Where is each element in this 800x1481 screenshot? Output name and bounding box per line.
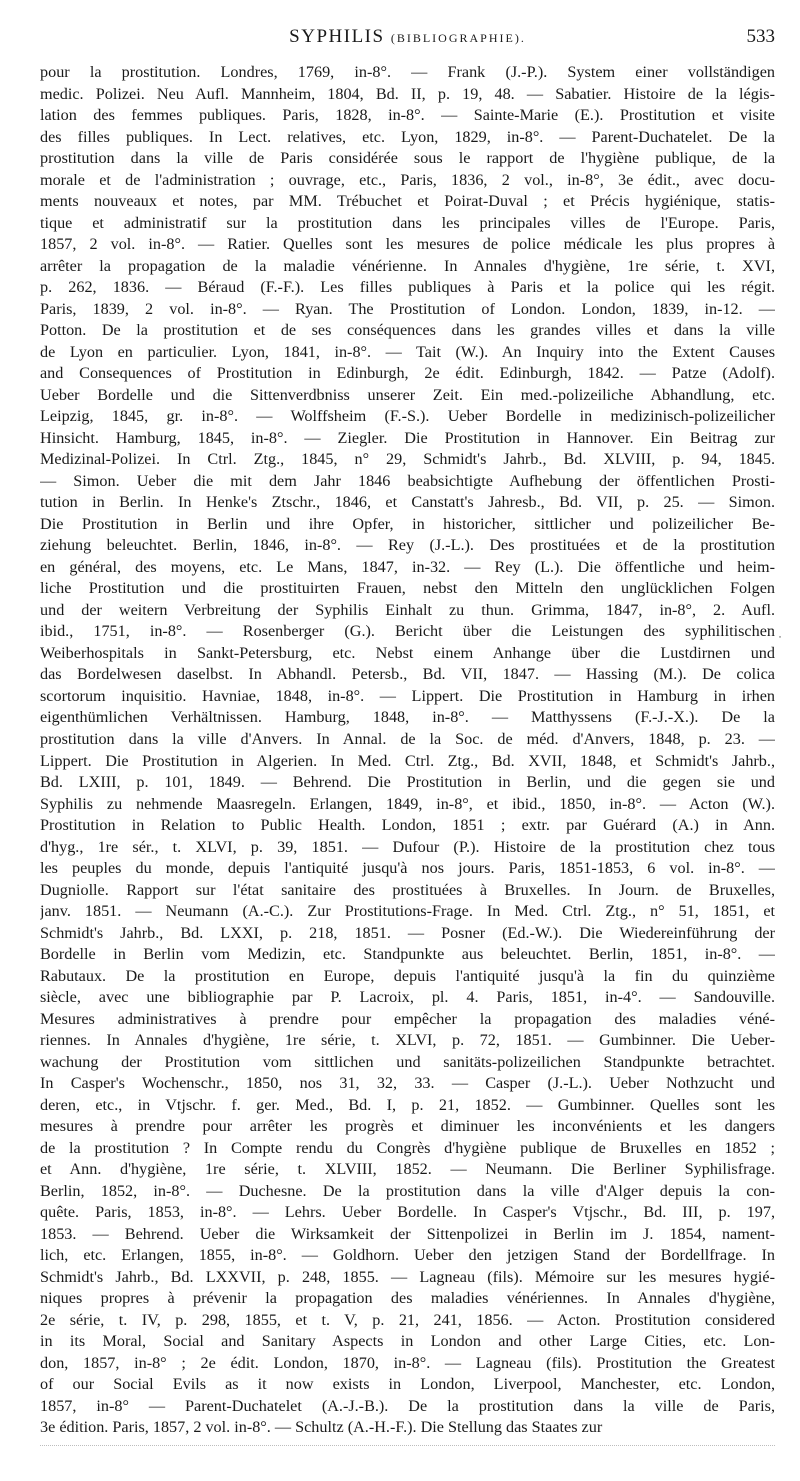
text-line: Bordelle in Berlin vom Medizin, etc. Standpunkte aus beleuchtet. Berlin, 1851, in-8°. — [40,945,775,964]
text-line: deren, etc., in Vtjschr. f. ger. Med., Bd. I, p. 21, 1852. — Gumbinner. Quelles sont les [40,1095,775,1114]
text-line: morale et de l'administration ; ouvrage, etc., Paris, 1836, 2 vol., in-8°, 3e édit., avec docu- [40,170,775,189]
text-line: 3e édition. Paris, 1857, 2 vol. in-8°. — Schultz (A.-H.-F.). Die Stellung das Staates zur [40,1418,603,1437]
text-line: prostitution dans la ville de Paris considérée sous le rapport de l'hygiène publique, de la [40,149,775,168]
text-line: Schmidt's Jahrb., Bd. LXXVII, p. 248, 1855. — Lagneau (fils). Mémoire sur les mesures hygié- [40,1267,775,1286]
text-line: medic. Polizei. Neu Aufl. Mannheim, 1804, Bd. II, p. 19, 48. — Sabatier. Histoire de la légis- [40,84,775,103]
text-line: de Lyon en particulier. Lyon, 1841, in-8°. — Tait (W.). An Inquiry into the Extent Causes [40,342,775,361]
text-line: of our Social Evils as it now exists in London, Liverpool, Manchester, etc. London, [40,1375,775,1394]
text-line: 1857, in-8° — Parent-Duchatelet (A.-J.-B.). De la prostitution dans la ville de Paris, [40,1396,775,1415]
text-line: riennes. In Annales d'hygiène, 1re série, t. XLVI, p. 72, 1851. — Gumbinner. Die Ueber- [40,1031,775,1050]
text-line: janv. 1851. — Neumann (A.-C.). Zur Prostitutions-Frage. In Med. Ctrl. Ztg., n° 51, 1851, et [40,902,775,921]
text-line: quête. Paris, 1853, in-8°. — Lehrs. Ueber Bordelle. In Casper's Vtjschr., Bd. III, p. 197, [40,1203,775,1222]
text-line: 2e série, t. IV, p. 298, 1855, et t. V, p. 21, 241, 1856. — Acton. Prostitution considered [40,1310,775,1329]
text-line: des filles publiques. In Lect. relatives, etc. Lyon, 1829, in-8°. — Parent-Duchatelet. De la [40,127,775,146]
text-line: — Simon. Ueber die mit dem Jahr 1846 beabsichtigte Aufhebung der öffentlichen Prosti- [40,471,775,490]
text-line: Bd. LXIII, p. 101, 1849. — Behrend. Die Prostitution in Berlin, und die gegen sie und [40,773,775,792]
text-line: scortorum inquisitio. Havniae, 1848, in-8°. — Lippert. Die Prostitution in Hamburg in irhen [40,686,775,705]
text-line: Leipzig, 1845, gr. in-8°. — Wolffsheim (F.-S.). Ueber Bordelle in medizinisch-polizeilicher [40,407,775,426]
text-line: eigenthümlichen Verhältnissen. Hamburg, 1848, in-8°. — Matthyssens (F.-J.-X.). De la [40,708,775,727]
text-line: Weiberhospitals in Sankt-Petersburg, etc. Nebst einem Anhange über die Lustdirnen und [40,643,775,662]
text-line: Paris, 1839, 2 vol. in-8°. — Ryan. The Prostitution of London. London, 1839, in-12. — [40,299,775,318]
text-line: ments nouveaux et notes, par MM. Trébuchet et Poirat-Duval ; et Précis hygiénique, statis- [40,192,775,211]
text-line: In Casper's Wochenschr., 1850, nos 31, 32, 33. — Casper (J.-L.). Ueber Nothzucht und [40,1074,775,1093]
text-line: Prostitution in Relation to Public Health. London, 1851 ; extr. par Guérard (A.) in Ann. [40,816,775,835]
text-line: arrêter la propagation de la maladie vénérienne. In Annales d'hygiène, 1re série, t. XVI, [40,256,775,275]
text-line: 1853. — Behrend. Ueber die Wirksamkeit der Sittenpolizei in Berlin im J. 1854, nament- [40,1224,775,1243]
running-header [40,26,775,56]
text-line: das Bordelwesen daselbst. In Abhandl. Petersb., Bd. VII, 1847. — Hassing (M.). De colica [40,665,775,684]
text-line: Medizinal-Polizei. In Ctrl. Ztg., 1845, n° 29, Schmidt's Jahrb., Bd. XLVIII, p. 94, 1845. [40,450,775,469]
text-line: 1857, 2 vol. in-8°. — Ratier. Quelles sont les mesures de police médicale les plus propres à [40,235,775,254]
text-line: Rabutaux. De la prostitution en Europe, depuis l'antiquité jusqu'à la fin du quinzième [40,966,775,985]
text-line: niques propres à prévenir la propagation des maladies vénériennes. In Annales d'hygiène, [40,1289,775,1308]
text-line: mesures à prendre pour arrêter les progrès et diminuer les inconvénients et les dangers [40,1117,775,1136]
text-line: Potton. De la prostitution et de ses conséquences dans les grandes villes et dans la ville [40,321,775,340]
text-line: und der weitern Verbreitung der Syphilis Einhalt zu thun. Grimma, 1847, in-8°, 2. Aufl. [40,600,775,619]
text-line: Hinsicht. Hamburg, 1845, in-8°. — Ziegler. Die Prostitution in Hannover. Ein Beitrag zur [40,428,775,447]
running-title-sub: (BIBLIOGRAPHIE). [390,31,526,45]
text-line: ziehung beleuchtet. Berlin, 1846, in-8°. — Rey (J.-L.). Des prostituées et de la prostitution [40,536,775,555]
text-line: and Consequences of Prostitution in Edinburgh, 2e édit. Edinburgh, 1842. — Patze (Adolf). [40,364,775,383]
text-line: tution in Berlin. In Henke's Ztschr., 1846, et Canstatt's Jahresb., Bd. VII, p. 25. — Simon. [40,493,775,512]
running-title [40,26,775,48]
text-line: Mesures administratives à prendre pour empêcher la propagation des maladies véné- [40,1009,775,1028]
text-line: ibid., 1751, in-8°. — Rosenberger (G.). Bericht über die Leistungen des syphilitischen [40,622,775,641]
text-line: Ueber Bordelle und die Sittenverdbniss unserer Zeit. Ein med.-polizeiliche Abhandlung, etc. [40,385,775,404]
text-line: p. 262, 1836. — Béraud (F.-F.). Les filles publiques à Paris et la police qui les régit. [40,278,775,297]
text-line: don, 1857, in-8° ; 2e édit. London, 1870, in-8°. — Lagneau (fils). Prostitution the Greatest [40,1353,775,1372]
text-line: siècle, avec une bibliographie par P. Lacroix, pl. 4. Paris, 1851, in-4°. — Sandouville. [40,988,775,1007]
running-title-main: SYPHILIS [289,26,385,47]
text-line: Schmidt's Jahrb., Bd. LXXI, p. 218, 1851. — Posner (Ed.-W.). Die Wiedereinführung der [40,923,775,942]
text-line: Lippert. Die Prostitution in Algerien. In Med. Ctrl. Ztg., Bd. XVII, 1848, et Schmidt's Jahrb., [40,751,775,770]
text-line: et Ann. d'hygiène, 1re série, t. XLVIII, 1852. — Neumann. Die Berliner Syphilisfrage. [40,1160,775,1179]
text-line: Berlin, 1852, in-8°. — Duchesne. De la prostitution dans la ville d'Alger depuis la con- [40,1181,775,1200]
text-line: wachung der Prostitution vom sittlichen und sanitäts-polizeilichen Standpunkte betrachtet. [40,1052,775,1071]
text-line: lation des femmes publiques. Paris, 1828, in-8°. — Sainte-Marie (E.). Prostitution et visite [40,106,775,125]
text-line: Die Prostitution in Berlin und ihre Opfer, in historicher, sittlicher und polizeilicher Be- [40,514,775,533]
page-number: 533 [746,26,775,47]
text-line: pour la prostitution. Londres, 1769, in-8°. — Frank (J.-P.). System einer vollständigen [40,63,775,81]
text-line: Dugniolle. Rapport sur l'état sanitaire des prostituées à Bruxelles. In Journ. de Bruxelles, [40,880,775,899]
text-line: les peuples du monde, depuis l'antiquité jusqu'à nos jours. Paris, 1851-1853, 6 vol. in-8°. — [40,859,775,878]
text-line: Syphilis zu nehmende Maasregeln. Erlangen, 1849, in-8°, et ibid., 1850, in-8°. — Acton (W.). [40,794,775,813]
text-line: lich, etc. Erlangen, 1855, in-8°. — Goldhorn. Ueber den jetzigen Stand der Bordellfrage. In [40,1246,775,1265]
text-line: d'hyg., 1re sér., t. XLVI, p. 39, 1851. — Dufour (P.). Histoire de la prostitution chez tous [40,837,775,856]
text-line: liche Prostitution und die prostituirten Frauen, nebst den Mitteln den unglücklichen Folgen [40,579,775,598]
bibliography-text [40,62,775,1439]
margin-mark-icon: ˙ [778,633,782,647]
bottom-dotted-rule [40,1445,775,1446]
text-line: de la prostitution ? In Compte rendu du Congrès d'hygiène publique de Bruxelles en 1852 ; [40,1138,775,1157]
text-line: tique et administratif sur la prostitution dans les principales villes de l'Europe. Paris, [40,213,775,232]
text-line: en général, des moyens, etc. Le Mans, 1847, in-32. — Rey (L.). Die öffentliche und heim- [40,557,775,576]
text-line: in its Moral, Social and Sanitary Aspects in London and other Large Cities, etc. Lon- [40,1332,775,1351]
text-line: prostitution dans la ville d'Anvers. In Annal. de la Soc. de méd. d'Anvers, 1848, p. 23. — [40,729,775,748]
